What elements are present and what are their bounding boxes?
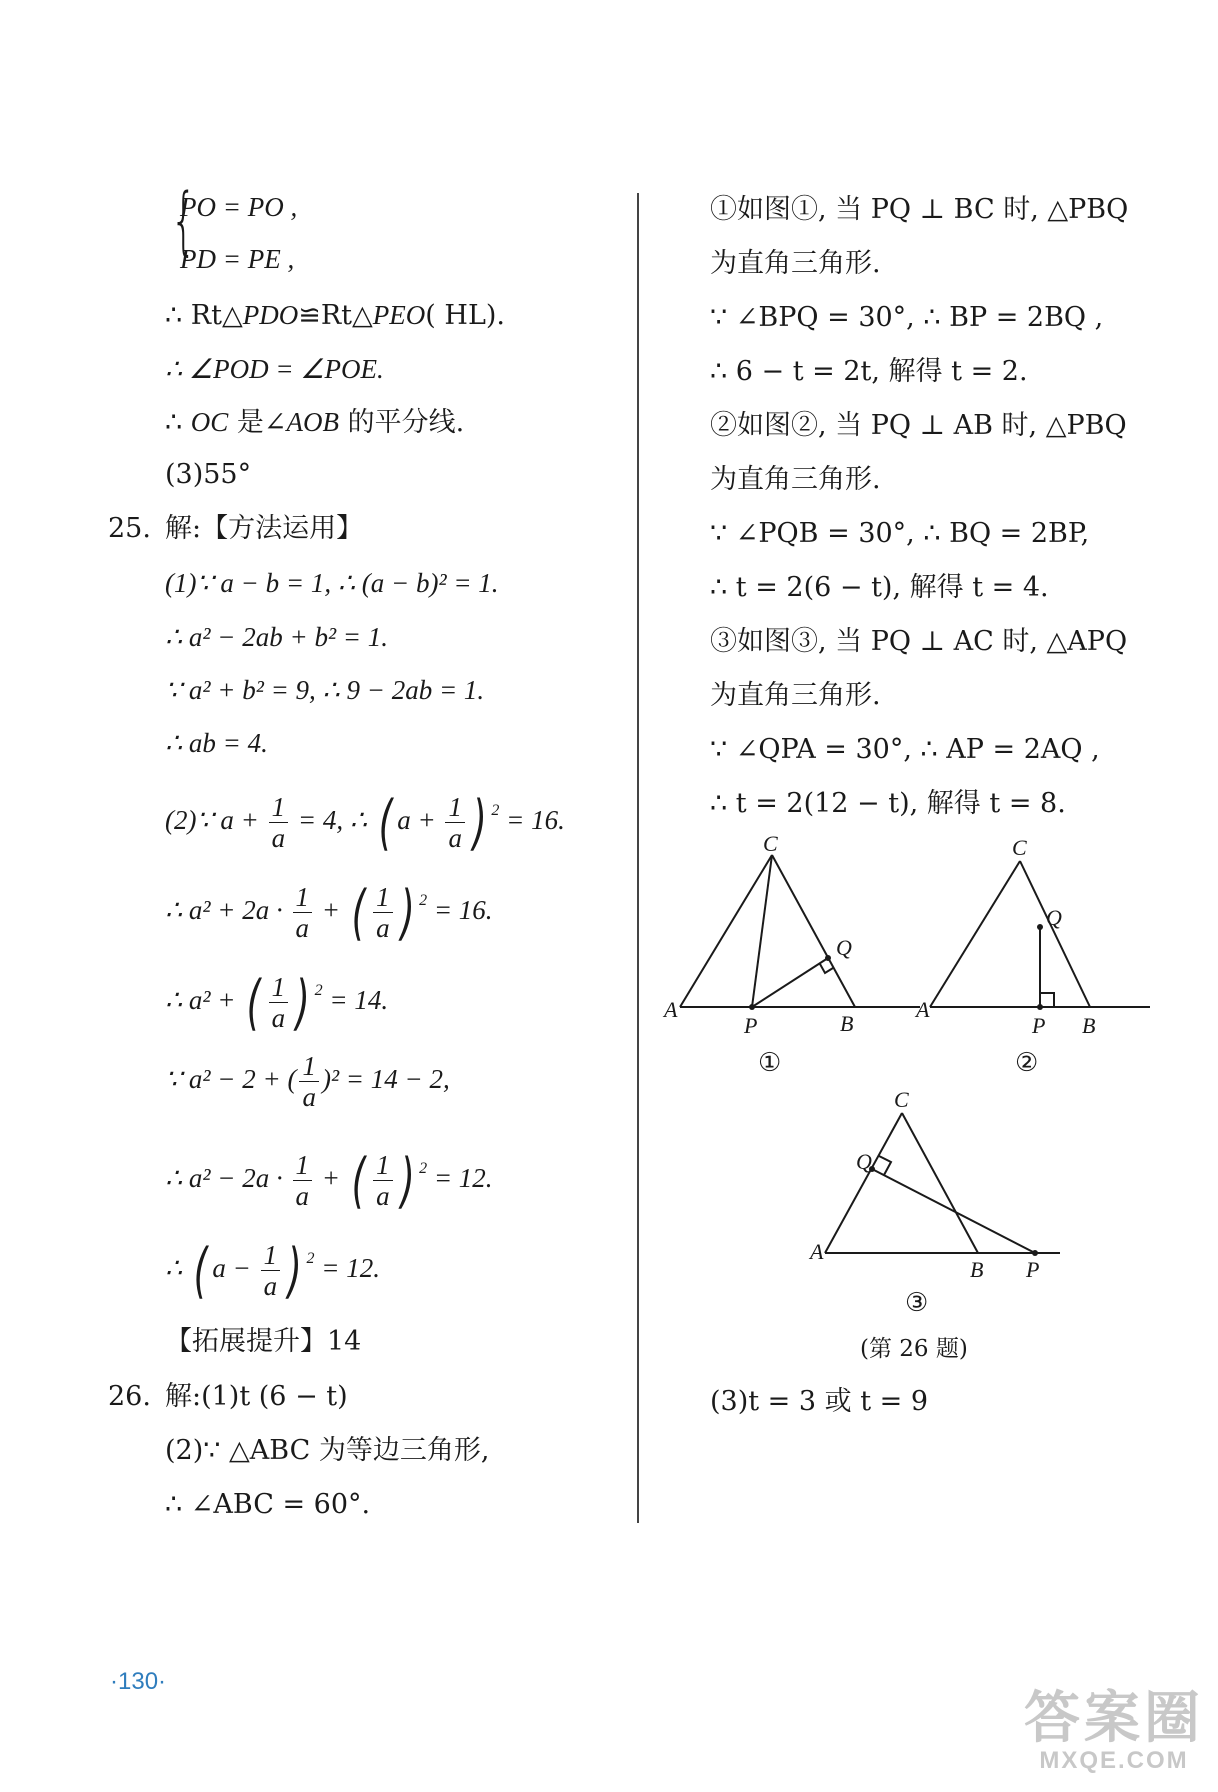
watermark-logo: 答案圈 xyxy=(1024,1686,1204,1749)
numerator: 1 xyxy=(261,1240,281,1271)
point-p xyxy=(1037,1004,1043,1010)
text-fragment: ∵ a² − 2 + ( xyxy=(165,1064,297,1094)
paren: ( xyxy=(351,877,366,948)
text-fragment: )² = 14 − 2, xyxy=(321,1064,450,1094)
watermark-url: MXQE.COM xyxy=(1039,1747,1189,1774)
fraction xyxy=(445,792,465,853)
q25-line-1: (1)∵ a − b = 1, ∴ (a − b)² = 1. xyxy=(165,568,499,598)
label-a: A xyxy=(810,1239,824,1264)
figure-3 xyxy=(825,1113,1060,1253)
q25-line-8 xyxy=(165,1044,450,1114)
text-fragment: PDO xyxy=(242,300,299,330)
q25-line-3: ∵ a² + b² = 9, ∴ 9 − 2ab = 1. xyxy=(165,675,485,705)
case2-line-3: ∵ ∠PQB = 30°, ∴ BQ = 2BP, xyxy=(710,518,1090,549)
text-fragment: 的平分线. xyxy=(338,407,465,438)
case2-line-1: ②如图②, 当 PQ ⊥ AB 时, △PBQ xyxy=(710,410,1127,441)
segment-cp xyxy=(752,855,772,1007)
extension-answer: 【拓展提升】14 xyxy=(165,1326,362,1357)
page-number: ·130· xyxy=(110,1668,167,1695)
q25-line-10: ∴ ( a − $\frac{1}{a}$ ) $^2$ = 12. xyxy=(165,1235,380,1306)
denominator: a xyxy=(376,913,390,944)
denominator: a xyxy=(302,1082,316,1113)
numerator: 1 xyxy=(373,882,393,913)
side-bc xyxy=(772,855,855,1007)
figure-3-label: ③ xyxy=(905,1288,929,1315)
paren: ) xyxy=(295,967,310,1038)
column-divider xyxy=(637,193,639,1523)
q25-heading: 解:【方法运用】 xyxy=(165,513,364,544)
denominator: a xyxy=(376,1181,390,1212)
case1-line-2: 为直角三角形. xyxy=(710,248,881,279)
point-p xyxy=(749,1004,755,1010)
angle-equal-line: ∴ ∠POD = ∠POE. xyxy=(165,354,384,384)
q25-line-9: ∴ a² − 2a · $\frac{1}{a}$ + ( $\frac{1}{a}$ ) $^2$ = 12. xyxy=(165,1145,493,1216)
side-ac xyxy=(930,861,1020,1007)
paren: ( xyxy=(193,1235,208,1306)
text-fragment: ( HL). xyxy=(425,300,505,331)
text-fragment: ∴ a² + xyxy=(165,985,236,1015)
numerator: 1 xyxy=(299,1051,319,1082)
label-b: B xyxy=(970,1257,984,1282)
label-q: Q xyxy=(856,1149,872,1174)
numerator: 1 xyxy=(293,1150,313,1181)
label-c: C xyxy=(1012,835,1027,860)
fraction xyxy=(373,1150,393,1211)
text-fragment: = 16. xyxy=(433,895,493,925)
text-fragment: ∴ xyxy=(165,407,191,438)
figure-2 xyxy=(930,861,1150,1007)
side-ac xyxy=(825,1113,902,1253)
case2-line-4: ∴ t = 2(6 − t), 解得 t = 4. xyxy=(710,572,1049,603)
q25-number: 25. xyxy=(108,513,151,544)
answer-3-right: (3)t = 3 或 t = 9 xyxy=(710,1386,929,1417)
q26-line-2: (2)∵ △ABC 为等边三角形, xyxy=(165,1435,490,1466)
fraction xyxy=(269,792,289,853)
denominator: a xyxy=(271,823,286,854)
denominator: a xyxy=(295,913,309,944)
fraction xyxy=(299,1051,319,1112)
numerator: 1 xyxy=(373,1150,393,1181)
text-fragment: = 12. xyxy=(321,1253,380,1283)
text-fragment: AOB xyxy=(286,407,339,437)
segment-pq xyxy=(752,958,828,1007)
paren: ( xyxy=(351,1145,366,1216)
bisector-line xyxy=(165,405,464,440)
fraction xyxy=(261,1240,281,1301)
text-fragment: = 4, ∴ xyxy=(297,805,368,835)
text-fragment: ∴ xyxy=(165,1253,183,1283)
label-b: B xyxy=(1082,1013,1096,1038)
point-q xyxy=(825,955,831,961)
q25-line-5: (2)∵ a + $\frac{1}{a}$ = 4, ∴ ( a + $\frac{1}{a}$ ) $^2$ = 16. xyxy=(165,787,565,858)
system-line-2: PD = PE , xyxy=(180,244,295,274)
text-fragment: ∴ a² + 2a · xyxy=(165,895,283,925)
label-p: P xyxy=(1032,1013,1046,1038)
denominator: a xyxy=(263,1271,278,1302)
numerator: 1 xyxy=(269,792,289,823)
fraction xyxy=(293,882,313,943)
system-line-1: PO = PO , xyxy=(180,192,298,222)
text-fragment: a xyxy=(397,805,411,835)
paren: ( xyxy=(246,967,261,1038)
label-a: A xyxy=(916,997,930,1022)
text-fragment: PEO xyxy=(372,300,426,330)
text-fragment: ∴ a² − 2a · xyxy=(165,1163,283,1193)
label-q: Q xyxy=(836,935,852,960)
figure-1-label: ① xyxy=(758,1048,782,1078)
paren: ( xyxy=(378,787,393,858)
label-p: P xyxy=(1026,1257,1040,1282)
numerator: 1 xyxy=(445,792,465,823)
text-fragment: ≌Rt△ xyxy=(298,300,373,331)
fraction xyxy=(293,1150,313,1211)
label-p: P xyxy=(744,1013,758,1038)
case3-line-4: ∴ t = 2(12 − t), 解得 t = 8. xyxy=(710,788,1066,819)
case3-line-3: ∵ ∠QPA = 30°, ∴ AP = 2AQ , xyxy=(710,734,1100,765)
fraction xyxy=(269,972,289,1033)
text-fragment: 是∠ xyxy=(228,407,287,438)
numerator: 1 xyxy=(269,972,289,1003)
q25-line-2: ∴ a² − 2ab + b² = 1. xyxy=(165,622,389,652)
side-bc xyxy=(1020,861,1090,1007)
label-b: B xyxy=(840,1011,854,1036)
fraction xyxy=(373,882,393,943)
q26-number: 26. xyxy=(108,1381,151,1412)
text-fragment: = 16. xyxy=(506,805,565,835)
watermark xyxy=(1024,1686,1204,1776)
point-q xyxy=(1037,924,1043,930)
right-angle-mark xyxy=(879,1156,891,1175)
q25-line-6: ∴ a² + 2a · $\frac{1}{a}$ + ( $\frac{1}{a}$ ) $^2$ = 16. xyxy=(165,877,493,948)
denominator: a xyxy=(271,1003,286,1034)
congruence-line xyxy=(165,298,505,333)
case2-line-2: 为直角三角形. xyxy=(710,464,881,495)
label-c: C xyxy=(894,1087,909,1112)
system-brace: { xyxy=(170,178,197,264)
denominator: a xyxy=(448,823,462,854)
text-fragment: a xyxy=(212,1253,226,1283)
figure-2-label: ② xyxy=(1015,1048,1039,1078)
text-fragment: = 12. xyxy=(433,1163,493,1193)
right-angle-mark xyxy=(820,964,833,973)
figure-1 xyxy=(680,855,920,1007)
q26-line-3: ∴ ∠ABC = 60°. xyxy=(165,1489,371,1520)
label-c: C xyxy=(763,835,778,856)
label-a: A xyxy=(664,997,678,1022)
text-fragment: = 14. xyxy=(329,985,389,1015)
paren: ) xyxy=(400,877,415,948)
paren: ) xyxy=(287,1235,302,1306)
text-fragment: (2)∵ a + xyxy=(165,805,259,835)
q25-line-7: ∴ a² + ( $\frac{1}{a}$ ) $^2$ = 14. xyxy=(165,967,389,1038)
geometry-figures xyxy=(660,835,1160,1315)
point-p xyxy=(1032,1250,1038,1256)
side-ac xyxy=(680,855,772,1007)
paren: ) xyxy=(400,1145,415,1216)
case3-line-2: 为直角三角形. xyxy=(710,680,881,711)
figure-caption: (第 26 题) xyxy=(860,1336,968,1362)
text-fragment: + xyxy=(321,1163,340,1193)
segment-pq xyxy=(872,1169,1035,1253)
side-bc xyxy=(902,1113,978,1253)
paren: ) xyxy=(472,787,487,858)
case1-line-3: ∵ ∠BPQ = 30°, ∴ BP = 2BQ , xyxy=(710,302,1104,333)
case1-line-4: ∴ 6 − t = 2t, 解得 t = 2. xyxy=(710,356,1028,387)
denominator: a xyxy=(295,1181,309,1212)
numerator: 1 xyxy=(293,882,313,913)
label-q: Q xyxy=(1046,905,1062,930)
q25-line-4: ∴ ab = 4. xyxy=(165,728,268,758)
case3-line-1: ③如图③, 当 PQ ⊥ AC 时, △APQ xyxy=(710,626,1128,657)
text-fragment: + xyxy=(321,895,340,925)
answer-3: (3)55° xyxy=(165,459,252,490)
text-fragment: OC xyxy=(190,407,229,437)
case1-line-1: ①如图①, 当 PQ ⊥ BC 时, △PBQ xyxy=(710,194,1129,225)
text-fragment: ∴ Rt△ xyxy=(165,300,243,331)
q26-heading: 解:(1)t (6 − t) xyxy=(165,1381,348,1412)
